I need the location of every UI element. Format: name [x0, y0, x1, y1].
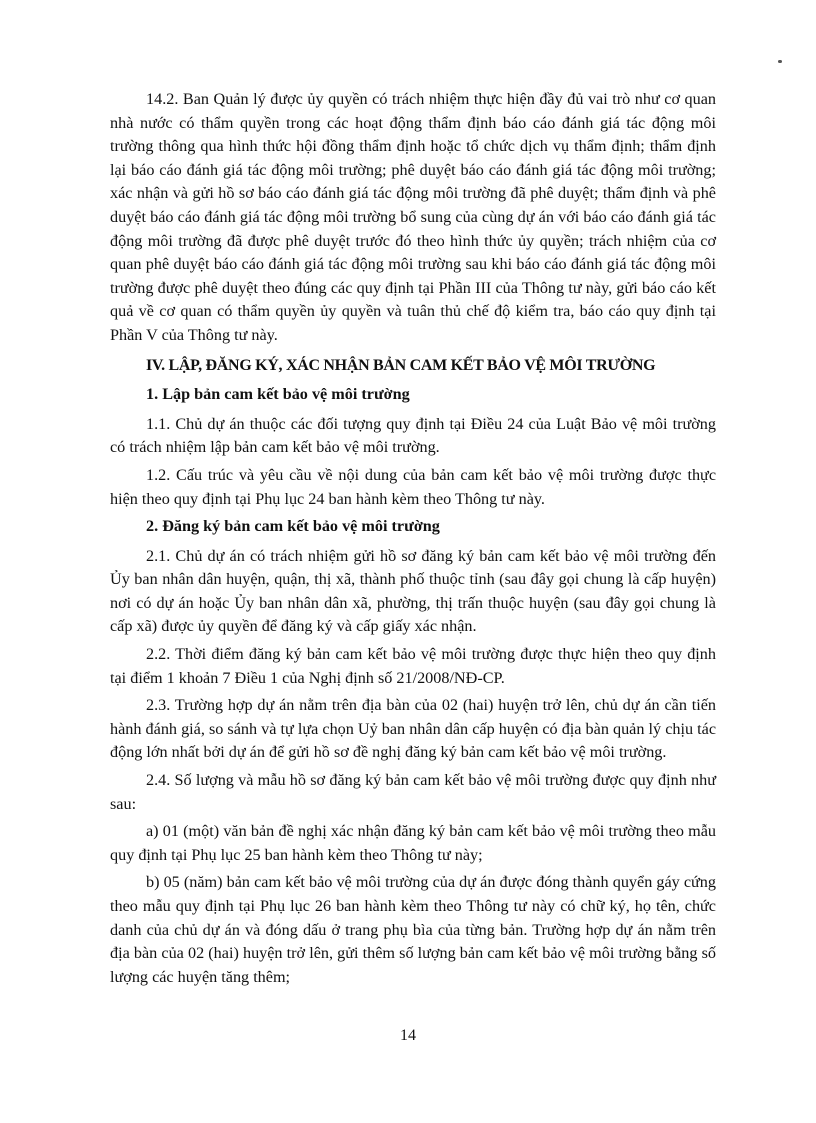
subsection-heading-1: 1. Lập bản cam kết bảo vệ môi trường [146, 385, 410, 404]
section-heading-iv: IV. LẬP, ĐĂNG KÝ, XÁC NHẬN BẢN CAM KẾT BẢO VỆ MÔI TRƯỜNG [146, 356, 656, 374]
paragraph-2-2: 2.2. Thời điểm đăng ký bản cam kết bảo vệ môi trường được thực hiện theo quy định tại điểm 1 khoản 7 Điều 1 của Nghị định số 21/2008/NĐ-CP. [110, 645, 716, 687]
subsection-heading-2: 2. Đăng ký bản cam kết bảo vệ môi trường [146, 517, 440, 536]
page-body [110, 88, 716, 993]
paragraph-2-4: 2.4. Số lượng và mẫu hồ sơ đăng ký bản cam kết bảo vệ môi trường được quy định như sau: [110, 771, 716, 813]
paragraph-14-2: 14.2. Ban Quản lý được ủy quyền có trách nhiệm thực hiện đầy đủ vai trò như cơ quan nhà nước có thẩm quyền trong các hoạt động thẩm định báo cáo đánh giá tác động môi trường thông qua hình thức hội đồng thẩm định hoặc tổ chức dịch vụ thẩm định; thẩm định lại báo cáo đánh giá tác động môi trường; phê duyệt báo cáo đánh giá tác động môi trường; xác nhận và gửi hồ sơ báo cáo đánh giá tác động môi trường đã phê duyệt; thẩm định và phê duyệt báo cáo đánh giá tác động môi trường bổ sung của cùng dự án với báo cáo đánh giá tác động môi trường đã được phê duyệt trước đó theo hình thức ủy quyền; trách nhiệm của cơ quan phê duyệt báo cáo đánh giá tác động môi trường sau khi báo cáo đánh giá tác động môi trường được phê duyệt theo đúng các quy định tại Phần III của Thông tư này, gửi báo cáo kết quả về cơ quan có thẩm quyền ủy quyền và tuân thủ chế độ kiểm tra, báo cáo quy định tại Phần V của Thông tư này. [110, 90, 716, 344]
page-number: 14 [400, 1027, 416, 1044]
paragraph-2-1: 2.1. Chủ dự án có trách nhiệm gửi hồ sơ đăng ký bản cam kết bảo vệ môi trường đến Ủy ban nhân dân huyện, quận, thị xã, thành phố thuộc tỉnh (sau đây gọi chung là cấp huyện) nơi có dự án hoặc Ủy ban nhân dân xã, phường, thị trấn thuộc huyện (sau đây gọi chung là cấp xã) được ủy quyền để đăng ký và cấp giấy xác nhận. [110, 546, 716, 636]
paragraph-2-3: 2.3. Trường hợp dự án nằm trên địa bàn của 02 (hai) huyện trở lên, chủ dự án cần tiến hành đánh giá, so sánh và tự lựa chọn Uỷ ban nhân dân cấp huyện có địa bàn quản lý chịu tác động lớn nhất bởi dự án để gửi hồ sơ đề nghị đăng ký bản cam kết bảo vệ môi trường. [110, 696, 716, 762]
paragraph-1-2: 1.2. Cấu trúc và yêu cầu về nội dung của bản cam kết bảo vệ môi trường được thực hiện theo quy định tại Phụ lục 24 ban hành kèm theo Thông tư này. [110, 465, 716, 508]
paragraph-b: b) 05 (năm) bản cam kết bảo vệ môi trường của dự án được đóng thành quyển gáy cứng theo mẫu quy định tại Phụ lục 26 ban hành kèm theo Thông tư này có chữ ký, họ tên, chức danh của chủ dự án và đóng dấu ở trang phụ bìa của từng bản. Trường hợp dự án nằm trên địa bàn của 02 (hai) huyện trở lên, gửi thêm số lượng bản cam kết bảo vệ môi trường bằng số lượng các huyện tăng thêm; [110, 873, 716, 986]
paragraph-1-1: 1.1. Chủ dự án thuộc các đối tượng quy định tại Điều 24 của Luật Bảo vệ môi trường có trách nhiệm lập bản cam kết bảo vệ môi trường. [110, 414, 716, 457]
scan-speck [778, 60, 782, 63]
paragraph-a: a) 01 (một) văn bản đề nghị xác nhận đăng ký bản cam kết bảo vệ môi trường theo mẫu quy định tại Phụ lục 25 ban hành kèm theo Thông tư này; [110, 822, 716, 864]
